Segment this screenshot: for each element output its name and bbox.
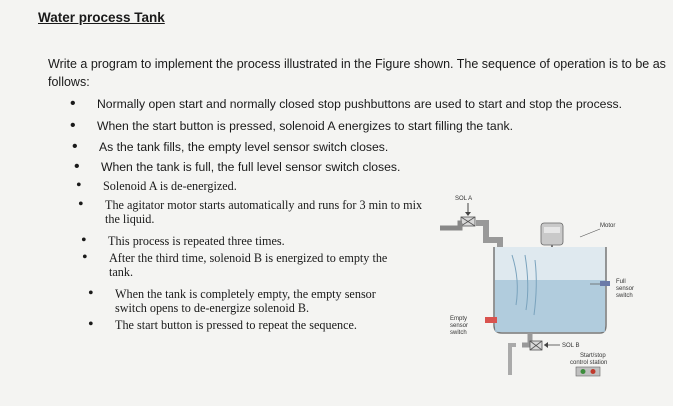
tank-process-diagram [440, 185, 640, 385]
list-item [70, 117, 667, 134]
control-station-label-2: control station [570, 360, 608, 366]
motor-icon [541, 223, 563, 245]
bullet-icon: • [74, 158, 80, 175]
list-item [70, 95, 667, 112]
full-sensor-label-2: sensor [616, 286, 635, 292]
list-item [81, 232, 428, 249]
start-button-icon [581, 369, 586, 374]
full-sensor-icon [600, 281, 610, 286]
full-sensor-label-1: Full [616, 279, 626, 285]
bullet-icon: • [70, 95, 76, 112]
full-sensor-label-3: switch [616, 293, 633, 299]
empty-sensor-icon [485, 317, 497, 323]
drain-pipe [510, 345, 516, 375]
step-text: This process is repeated three times. [108, 234, 285, 248]
step-text: When the tank is completely empty, the empty sensor switch opens to de-energize solenoid B. [115, 287, 376, 315]
list-item [88, 285, 405, 315]
inlet-pipe [440, 223, 462, 228]
tank-liquid [495, 280, 605, 332]
stop-button-icon [591, 369, 596, 374]
list-item [82, 249, 409, 279]
empty-sensor-label-2: sensor [450, 323, 469, 329]
step-text: When the start button is pressed, solenoid A energizes to start filling the tank. [97, 119, 513, 133]
arrow-down-icon [465, 212, 471, 216]
bullet-icon: • [82, 249, 88, 266]
sol-b-label: SOL B [562, 343, 580, 349]
empty-sensor-label-3: switch [450, 330, 467, 336]
step-text: As the tank fills, the empty level sensor switch closes. [99, 140, 389, 154]
bullet-icon: • [88, 285, 94, 302]
control-station-label-1: Start/stop [580, 353, 606, 359]
list-item [74, 158, 661, 175]
bullet-icon: • [72, 138, 78, 155]
bullet-icon: • [78, 196, 84, 213]
step-text: Solenoid A is de-energized. [103, 179, 237, 193]
step-text: The start button is pressed to repeat the sequence. [115, 318, 357, 332]
intro-paragraph: Write a program to implement the process illustrated in the Figure shown. The sequence of operation is to be as follows: [48, 57, 666, 89]
list-item [78, 196, 425, 226]
motor-label: Motor [600, 223, 616, 229]
step-text: After the third time, solenoid B is energized to empty the tank. [109, 251, 388, 279]
bullet-icon: • [76, 177, 82, 194]
inlet-pipe-2 [476, 223, 500, 248]
document-title: Water process Tank [38, 10, 165, 25]
bullet-icon: • [70, 117, 76, 134]
sol-a-label: SOL A [455, 196, 473, 202]
step-text: When the tank is full, the full level sensor switch closes. [101, 160, 401, 174]
outlet-pipe [522, 333, 530, 345]
arrow-left-icon [544, 342, 548, 348]
step-text: The agitator motor starts automatically and runs for 3 min to mix the liquid. [105, 198, 423, 226]
control-station-icon [576, 367, 600, 376]
list-item [72, 138, 659, 155]
list-item [76, 177, 423, 194]
bullet-icon: • [88, 316, 94, 333]
step-text: Normally open start and normally closed stop pushbuttons are used to start and stop the process. [97, 97, 623, 111]
list-item [88, 316, 415, 333]
empty-sensor-label-1: Empty [450, 316, 468, 322]
bullet-icon: • [81, 232, 87, 249]
